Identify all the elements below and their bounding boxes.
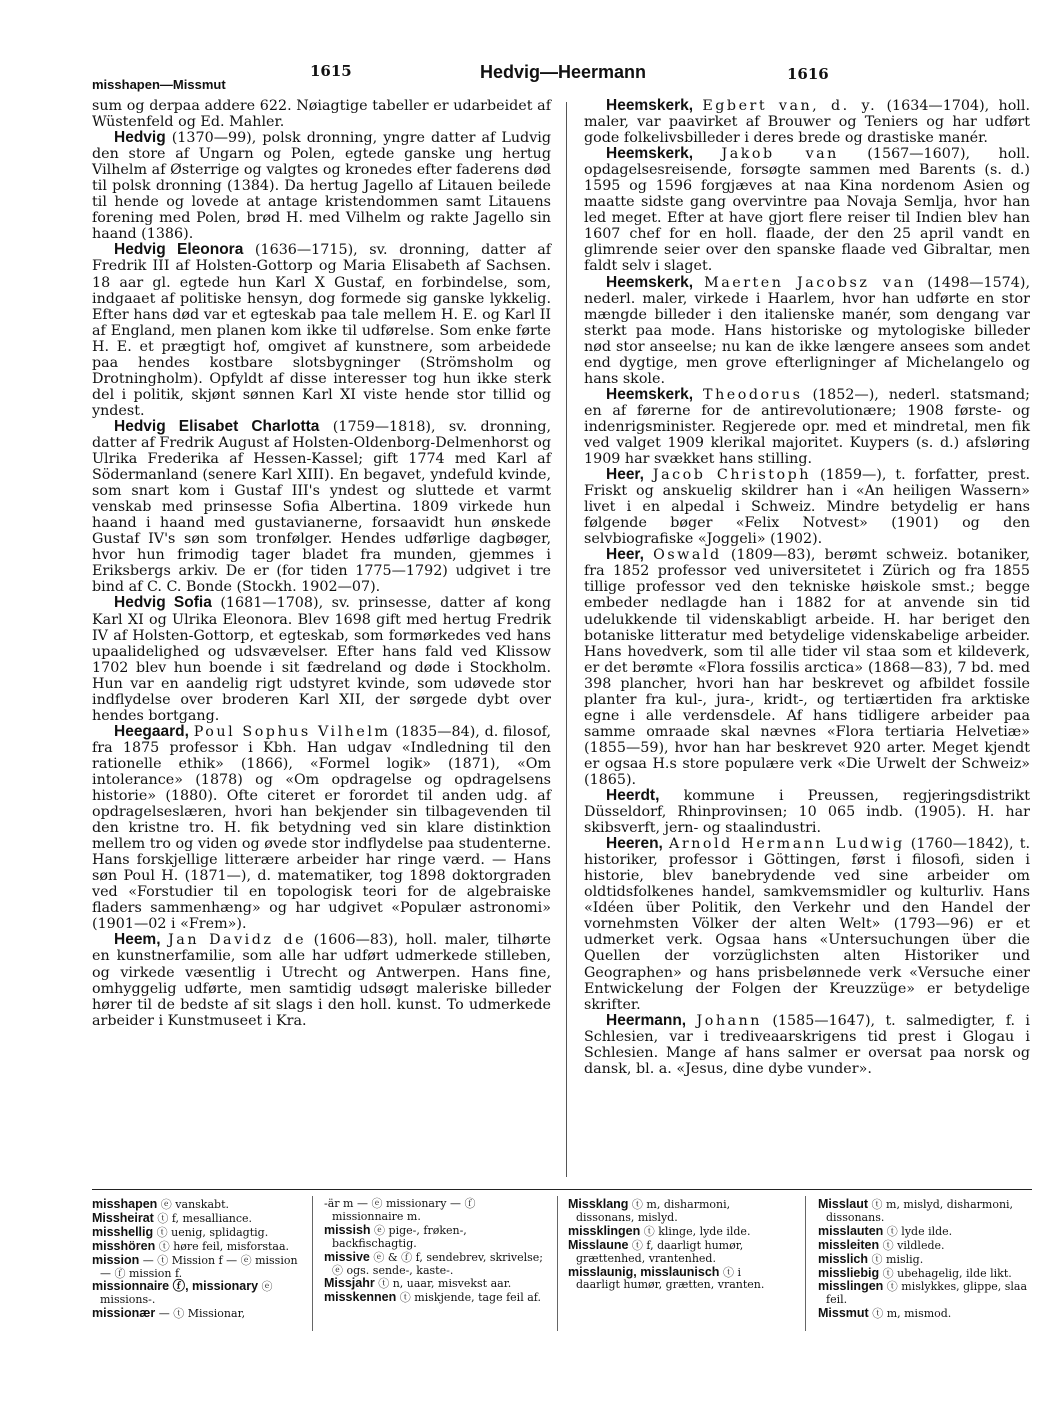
- entry-text: (1852—), nederl. statsmand; en af førerne for de antirevolutionære; 1908 første- og indenrigsminister. Regjerede opr. med et mindretal, men fik ved valget 1909 klerikal majoritet. Kuypers (s. d.) afsløring 1909 har svækket hans stilling.: [584, 386, 1030, 468]
- dictionary-definition: ⓔ missions-.: [100, 1280, 273, 1307]
- dictionary-headword: Missjahr: [324, 1276, 375, 1291]
- entry-headword: Hedvig Elisabet Charlotta: [114, 417, 320, 435]
- footer-divider: [557, 1196, 558, 1331]
- dictionary-entry: [92, 1226, 302, 1240]
- entry-text: (1498—1574), nederl. maler, virkede i Haarlem, hvor han udførte en stor mængde billeder i den italienske manér, som dengang var sterkt paa mode. Hans historiske og mytologiske billeder nød stor anseelse; nu kan de ikke længere ansees som andet end dygtige, men grove efterligninger af Michelangelo og hans skole.: [584, 274, 1030, 387]
- encyclopedia-entry: [584, 1013, 1030, 1077]
- dictionary-definition: ⓣ m, mismod.: [868, 1307, 952, 1321]
- entry-name: Jakob van: [721, 146, 839, 163]
- dictionary-headword: misshören: [92, 1238, 156, 1253]
- dictionary-entry: [324, 1198, 546, 1224]
- left-column: [92, 98, 551, 1029]
- encyclopedia-entry: [584, 275, 1030, 387]
- entry-text: (1681—1708), sv. prinsesse, datter af kong Karl XI og Ulrika Eleonora. Blev 1698 gift med hertug Fredrik IV af Holsten-Gottorp, et egteskab, som formørkedes ved hans upaalidelighed og udsvævelser. Efter hans fald ved Klissow 1702 blev hun boende i sit fædreland og døde i Stockholm. Hun var en aandelig rigt udstyret kvinde, som udøvede stor indflydelse over broderen Karl XII, der sørgede dybt over hendes bortgang.: [92, 595, 551, 724]
- dictionary-headword: Missheirat: [92, 1210, 154, 1225]
- dictionary-entry: [818, 1307, 1032, 1321]
- entry-text: (1370—99), polsk dronning, yngre datter af Ludvig den store af Ungarn og Polen, egtede ganske ung hertug Vilhelm af Østerrige og valgtes og kronedes efter faderens død til polsk dronning (1384). Da hertug Jagello af Litauen beilede til hende og lovede at antage kristendommen samt Litauens forening med Polen, brød H. med Vilhelm og rakte Jagello sin haand (1386).: [92, 130, 552, 243]
- dictionary-definition: ⓣ mislykkes, glippe, slaa feil.: [826, 1280, 1028, 1307]
- dictionary-headword: misslingen: [818, 1279, 884, 1294]
- dictionary-headword: Misslaune: [568, 1237, 629, 1252]
- entry-text: (1636—1715), sv. dronning, datter af Fredrik III af Holsten-Gottorp og Maria Elisabeth af Sachsen. 18 aar gl. egtede hun Karl X Gustaf, en forbindelse, som, indgaaet af politiske hensyn, dog formede sig ganske lykkelig. Efter hans død var et egteskab paa tale mellem H. E. og Karl II af England, men planen kom ikke til udførelse. Som enke førte H. E. et prægtigt hof, omgivet af kunstnere, som arbeidede paa hendes kostbare slotsbygninger (Strömsholm og Drotningholm). Opfyldt af disse interesser tog hun ikke sterk del i politik, skjønt sønnen Karl XI viste hende stor tillid og yndest.: [92, 242, 552, 419]
- encyclopedia-entry: [92, 242, 551, 419]
- encyclopedia-entry: [92, 130, 551, 242]
- dictionary-headword: missionnaire ⓕ, missionary: [92, 1279, 259, 1294]
- encyclopedia-entry: [92, 419, 551, 596]
- dictionary-headword: misskennen: [324, 1290, 397, 1305]
- dictionary-entry: [92, 1212, 302, 1226]
- dictionary-entry: [818, 1267, 1032, 1281]
- dictionary-entry: [818, 1225, 1032, 1239]
- dictionary-headword: misslauten: [818, 1223, 884, 1238]
- dictionary-definition: ⓣ uenig, splidagtig.: [153, 1225, 269, 1239]
- dictionary-entry: [92, 1280, 302, 1307]
- dictionary-entry: [324, 1251, 546, 1278]
- dictionary-entry: [568, 1239, 786, 1266]
- dictionary-headword: missish: [324, 1222, 371, 1237]
- dictionary-entry: [92, 1307, 302, 1321]
- page-number-right: 1616: [787, 65, 829, 83]
- entry-headword: Heer,: [606, 466, 644, 484]
- dictionary-entry: [324, 1224, 546, 1251]
- encyclopedia-entry: [92, 98, 551, 130]
- encyclopedia-entry: [92, 932, 551, 1028]
- encyclopedia-entry: [584, 146, 1030, 274]
- entry-headword: Heemskerk,: [606, 145, 694, 163]
- page-number-left: 1615: [310, 62, 352, 80]
- entry-headword: Heegaard,: [114, 722, 189, 740]
- entry-text: (1567—1607), holl. opdagelsesreisende, forsøgte sammen med Barents (s. d.) 1595 og 1596 forgjæves at naa Kina nordenom Asien og maatte sidste gang overvintre paa Novaja Semlja, hvor han led meget. Efter at have gjort flere reiser til Indien blev han 1607 chef for en holl. flaade, der den 25 april vandt en glimrende seier over den spanske flaade ved Gibraltar, men faldt selv i slaget.: [584, 146, 1030, 275]
- dictionary-definition: ⓔ & ⓕ f, sendebrev, skrivelse; ⓔ ogs. sende-, kaste-.: [332, 1250, 544, 1277]
- dictionary-headword: Missklang: [568, 1197, 629, 1211]
- dictionary-entry: [568, 1266, 786, 1293]
- encyclopedia-entry: [92, 724, 551, 933]
- dictionary-entry: [92, 1198, 302, 1212]
- encyclopedia-entry: [584, 98, 1030, 146]
- dictionary-definition: ⓣ mislig.: [868, 1252, 924, 1266]
- entry-headword: Heeren,: [606, 835, 663, 853]
- entry-name: Johann: [696, 1012, 762, 1029]
- dictionary-headword: missive: [324, 1249, 370, 1264]
- entry-name: Jan Davidz de: [168, 932, 307, 949]
- dictionary-headword: misshellig: [92, 1224, 154, 1239]
- dictionary-definition: ⓣ m, mislyd, disharmoni, dissonans.: [826, 1198, 1014, 1224]
- dictionary-headword: missionær: [92, 1306, 156, 1321]
- dictionary-column-4: [818, 1198, 1032, 1321]
- dictionary-definition: ⓣ miskjende, tage feil af.: [396, 1291, 541, 1305]
- dictionary-definition: ⓣ ubehagelig, ilde likt.: [879, 1266, 1012, 1280]
- encyclopedia-entry: [92, 595, 551, 723]
- entry-text: (1809—83), berømt schweiz. botaniker, fra 1852 professor ved universitetet i Zürich og fra 1855 tillige professor ved den tekniske høiskole smst.; begge embeder nedlagde han i 1882 for at anvende sin tid udelukkende til videnskabligt arbeide. H. har beriget den botaniske litteratur med betydelige videnskabelige arbeider. Hans hovedverk, som til alle tider vil staa som et kildeverk, er det berømte «Flora fossilis arctica» (1868—83), 7 bd. med 398 plancher, hvori han har beskrevet og afbildet fossile planter fra kul-, jura-, kridt-, og tertiærtiden fra arktiske egne i alle verdensdele. Af hans tidligere arbeider paa samme omraade skal nævnes «Flora tertiaria Helvetiæ» (1855—59), hvor han har beskrevet 920 arter. Meget kjendt er ogsaa H.s store populære verk «Die Urwelt der Schweiz» (1865).: [584, 547, 1031, 788]
- dictionary-definition: ⓣ n, uaar, misvekst aar.: [374, 1277, 512, 1291]
- entry-headword: Heemskerk,: [606, 273, 694, 291]
- dictionary-headword: misshapen: [92, 1197, 158, 1211]
- entry-headword: Hedvig Eleonora: [114, 241, 244, 259]
- dictionary-definition: ⓣ m, disharmoni, dissonans, mislyd.: [576, 1198, 731, 1224]
- dictionary-column-1: [92, 1198, 302, 1321]
- dictionary-entry: [818, 1198, 1032, 1225]
- dictionary-headword: missliebig: [818, 1265, 880, 1280]
- entry-headword: Hedvig Sofia: [114, 594, 212, 612]
- dictionary-definition: ⓣ f, daarligt humør, grættenhed, vrantenhed.: [576, 1238, 744, 1265]
- dictionary-headword: mission: [92, 1252, 140, 1267]
- entry-text: kommune i Preussen, regjeringsdistrikt Düsseldorf, Rhinprovinsen; 10 065 indb. (1905). H. har skibsverft, jern- og staalindustri.: [584, 788, 1030, 837]
- entry-headword: Hedvig: [114, 129, 166, 147]
- guide-words: misshapen—Missmut: [92, 77, 226, 92]
- dictionary-definition: ⓣ høre feil, misforstaa.: [155, 1239, 290, 1253]
- running-title: Hedvig—Heermann: [480, 62, 647, 82]
- footer-rule: [92, 1189, 1032, 1190]
- entry-text: (1606—83), holl. maler, tilhørte en kunstnerfamilie, som alle har udført udmerkede stilleben, og virkede væsentlig i Utrecht og Antwerpen. Hans fine, omhyggelig udførte, men samtidig udsøgt maleriske billeder hører til de bedste af sit slags i den holl. kunst. To udmerkede arbeider i Kunstmuseet i Kra.: [92, 932, 551, 1029]
- entry-text: (1585—1647), t. salmedigter, f. i Schlesien, var i trediveaarskrigens tid prest i Glogau i Schlesien. Mange af hans salmer er oversat paa norsk og dansk, bl. a. «Jesus, dine dybe vunder».: [584, 1012, 1031, 1077]
- dictionary-definition: ⓣ lyde ilde.: [883, 1224, 953, 1238]
- dictionary-definition: -är m — ⓔ missionary — ⓕ missionnaire m.: [324, 1197, 476, 1223]
- dictionary-entry: [568, 1225, 786, 1239]
- dictionary-entry: [324, 1277, 546, 1291]
- entry-text: (1759—1818), sv. dronning, datter af Fredrik August af Holsten-Oldenborg-Delmenhorst og Ulrika Frederika af Hessen-Kassel; gift 1774 med Karl af Södermanland (senere Karl XIII). En begavet, yndefuld kvinde, som snart kom i Gustaf III's yndest og sluttede et varmt venskab med prinsesse Sofia Albertina. 1809 virkede hun haand i haand med gustavianerne, forsaavidt hun ønskede Gustaf IV's søn som tronfølger. Hendes udførlige dagbøger, hvor hun frimodig tager bladet fra munden, gjemmes i Eriksbergs arkiv. De er (for tiden 1775—1792) udgivet i tre bind af C. C. Bonde (Stockh. 1902—07).: [92, 418, 552, 596]
- dictionary-column-3: [568, 1198, 786, 1292]
- entry-headword: Heermann,: [606, 1011, 687, 1029]
- dictionary-headword: Misslaut: [818, 1197, 869, 1211]
- dictionary-entry: [92, 1254, 302, 1281]
- dictionary-entry: [818, 1239, 1032, 1253]
- encyclopedia-entry: [584, 547, 1030, 788]
- dictionary-headword: Missmut: [818, 1306, 869, 1321]
- entry-headword: Heerdt,: [606, 787, 660, 805]
- entry-text: (1634—1704), holl. maler, var paavirket af Brouwer og Teniers og har udført gode folkelivsbilleder i deres brede og drastiske manér.: [584, 98, 1030, 147]
- entry-text: sum og derpaa addere 622. Nøiagtige tabeller er udarbeidet af Wüstenfeld og Ed. Mahler.: [92, 98, 551, 131]
- dictionary-headword: misslaunig, misslaunisch: [568, 1264, 720, 1279]
- entry-name: Maerten Jacobsz van: [704, 274, 917, 291]
- dictionary-entry: [568, 1198, 786, 1225]
- entry-headword: Heer,: [606, 546, 644, 564]
- footer-divider: [805, 1196, 806, 1331]
- entry-headword: Heemskerk,: [606, 385, 694, 403]
- entry-text: (1760—1842), t. historiker, professor i Göttingen, først i filosofi, siden i historie, blev banebrydende ved sine arbeider om oldtidsfolkenes handel, samkvemsmidler og kulturliv. Hans «Idéen über Politik, den Verkehr und den Handel der vornehmsten Völker der alten Welt» (1793—96) er et udmerket verk. Ogsaa hans «Untersuchungen über die Quellen der vorzüglichsten alten Historiker und Geographen» og hans prisbelønnede verk «Versuche einer Entwickelung der Folgen der Kreuzzüge» er betydelige skrifter.: [584, 836, 1030, 1013]
- dictionary-definition: — ⓣ Mission f — ⓔ mission — ⓕ mission f.: [100, 1253, 298, 1280]
- dictionary-definition: ⓣ klinge, lyde ilde.: [640, 1224, 751, 1238]
- page-header: [0, 0, 1064, 95]
- encyclopedia-entry: [584, 836, 1030, 1013]
- dictionary-entry: [324, 1291, 546, 1305]
- entry-name: Theodorus: [703, 386, 803, 403]
- entry-headword: Heemskerk,: [606, 97, 694, 114]
- dictionary-definition: — ⓣ Missionar,: [155, 1307, 246, 1321]
- dictionary-definition: ⓣ i daarligt humør, grætten, vranten.: [576, 1265, 765, 1292]
- dictionary-definition: ⓔ vanskabt.: [157, 1198, 229, 1211]
- encyclopedia-entry: [584, 788, 1030, 836]
- right-column: [584, 98, 1030, 1077]
- dictionary-headword: misslich: [818, 1251, 869, 1266]
- dictionary-headword: missleiten: [818, 1237, 880, 1252]
- dictionary-headword: missklingen: [568, 1223, 641, 1238]
- entry-headword: Heem,: [114, 931, 161, 949]
- column-divider: [566, 102, 567, 1177]
- entry-name: Arnold Hermann Ludwig: [669, 836, 905, 853]
- entry-text: (1859—), t. forfatter, prest. Friskt og anskuelig skildrer han i «An heiligen Wassern» livet i en alpedal i Schweiz. Mindre betydelig er hans følgende bøger «Felix Notvest» (1901) og den selvbiografiske «Joggeli» (1902).: [584, 467, 1030, 548]
- dictionary-definition: ⓔ pige-, frøken-, backfischagtig.: [332, 1223, 467, 1250]
- dictionary-column-2: [324, 1198, 546, 1305]
- dictionary-entry: [818, 1280, 1032, 1307]
- encyclopedia-entry: [584, 467, 1030, 547]
- entry-name: Egbert van, d. y.: [702, 98, 878, 114]
- entry-name: Poul Sophus Vilhelm: [193, 723, 391, 740]
- entry-name: Oswald: [653, 547, 722, 564]
- dictionary-definition: ⓣ vildlede.: [879, 1238, 945, 1252]
- entry-name: Jacob Christoph: [652, 467, 812, 484]
- dictionary-definition: ⓣ f, mesalliance.: [153, 1211, 253, 1225]
- dictionary-entry: [92, 1240, 302, 1254]
- footer-divider: [312, 1196, 313, 1331]
- dictionary-entry: [818, 1253, 1032, 1267]
- encyclopedia-entry: [584, 387, 1030, 467]
- entry-text: (1835—84), d. filosof, fra 1875 professor i Kbh. Han udgav «Indledning til den rationelle ethik» (1866), «Formel logik» (1871), «Om intolerance» (1878) og «Om opdragelse og opdragelsens historie» (1880). Ofte citeret er forordet til anden udg. af opdragelseslæren, hvori han bekjender sin tilbagevenden til den kristne tro. H. fik betydning ved sin klare distinktion mellem tro og viden og øvede stor indflydelse paa studenterne. Hans forskjellige litterære arbeider har ringe værd. — Hans søn Poul H. (1871—), d. matematiker, tog 1898 doktorgraden ved «Forstudier til en topologisk teori for de algebraiske fladers sammenhæng» og har udgivet «Populær astronomi» (1901—02 i «Frem»).: [92, 723, 552, 933]
